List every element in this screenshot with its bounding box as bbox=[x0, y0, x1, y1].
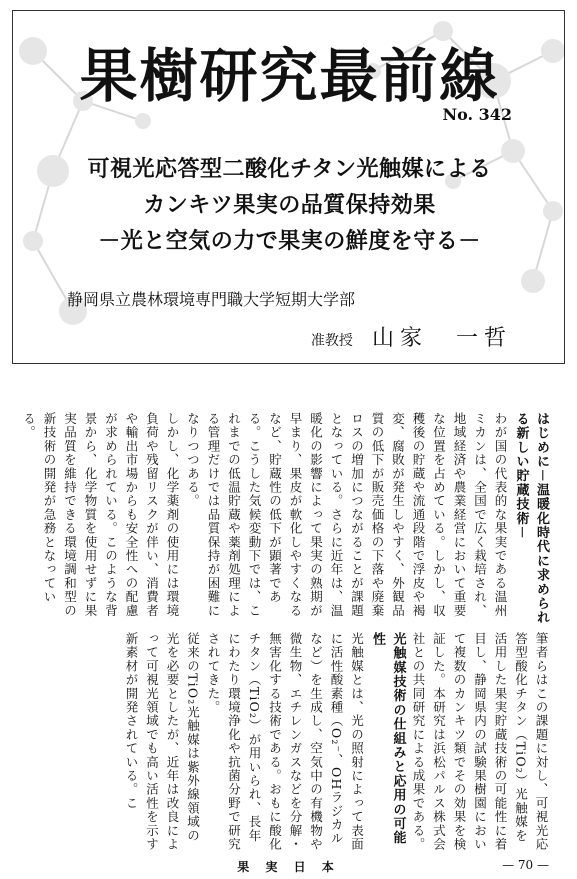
paragraph-2: しかし、化学薬剤の使用には環境負荷や残留リスクが伴い、消費者や輸出市場からも安全性への配慮が求められている。このような背景から、化学物質を使用せずに果実品質を維持できる環境調和型の新技術の開発が急務となっている。 bbox=[21, 412, 180, 618]
author-line bbox=[311, 321, 512, 352]
article-title-line-1: 可視光応答型二酸化チタン光触媒による bbox=[87, 156, 492, 182]
body-text-lower bbox=[11, 632, 551, 856]
author-role: 准教授 bbox=[310, 333, 353, 349]
article-title-line-2: カンキツ果実の品質保持効果 bbox=[143, 192, 436, 218]
body-text-upper bbox=[11, 412, 551, 630]
article-title-line-3: －光と空気の力で果実の鮮度を守る－ bbox=[98, 228, 481, 254]
author-name: 山家 一哲 bbox=[371, 326, 512, 351]
header-box bbox=[12, 10, 565, 364]
section-heading-mechanism: 光触媒技術の仕組みと応用の可能性 bbox=[370, 632, 406, 845]
issue-number: No. 342 bbox=[442, 105, 512, 124]
paragraph-3: 筆者らはこの課題に対し、可視光応答型酸化チタン（TiO₂）光触媒を活用した果実貯蔵技術の可能性に着目し、静岡県内の試験果樹園において複数のカンキツ類でその効果を検証した。本研究は浜松パルス株式会社との共同研究による成果である。 bbox=[411, 632, 549, 852]
paragraph-4: 光触媒とは、光の照射によって表面に活性酸素種（O₂⁻、OHラジカルなど）を生成し、空気中の有機物や微生物、エチレンガスなどを分解・無害化する技術である。おもに酸化チタン（TiO₂）が用いられ、長年にわたり環境浄化や抗菌分野で研究されてきた。 bbox=[206, 632, 365, 852]
paragraph-5: 従来のTiO₂光触媒は紫外線領域の光を必要としたが、近年は改良によって可視光領域でも高い活性を示す新素材が開発されている。こ bbox=[124, 632, 201, 852]
page-number: — 70 — bbox=[502, 858, 549, 872]
affiliation: 静岡県立農林環境専門職大学短期大学部 bbox=[67, 290, 356, 309]
paragraph-1: わが国の代表的な果実である温州ミカンは、全国で広く栽培され、地域経済や農業経営において重要な位置を占めている。しかし、収穫後の貯蔵や流通段階で浮皮や褐変、腐敗が発生しやすく、外観品質の低下が販売価格の下落や廃棄ロスの増加につながることが課題となっている。さらに近年は、温暖化の影響によって果実の熟期が早まり、果皮が軟化しやすくなるなど、貯蔵性の低下が顕著である。こうした気候変動下では、これまでの低温貯蔵や薬剤処理による管理だけでは品質保持が困難になりつつある。 bbox=[185, 412, 508, 618]
section-heading-intro: はじめに－温暖化時代に求められる新しい貯蔵技術－ bbox=[513, 412, 549, 625]
journal-name: 果 実 日 本 bbox=[237, 860, 340, 874]
article-title bbox=[13, 151, 565, 259]
series-title: 果樹研究最前線 bbox=[79, 42, 500, 110]
